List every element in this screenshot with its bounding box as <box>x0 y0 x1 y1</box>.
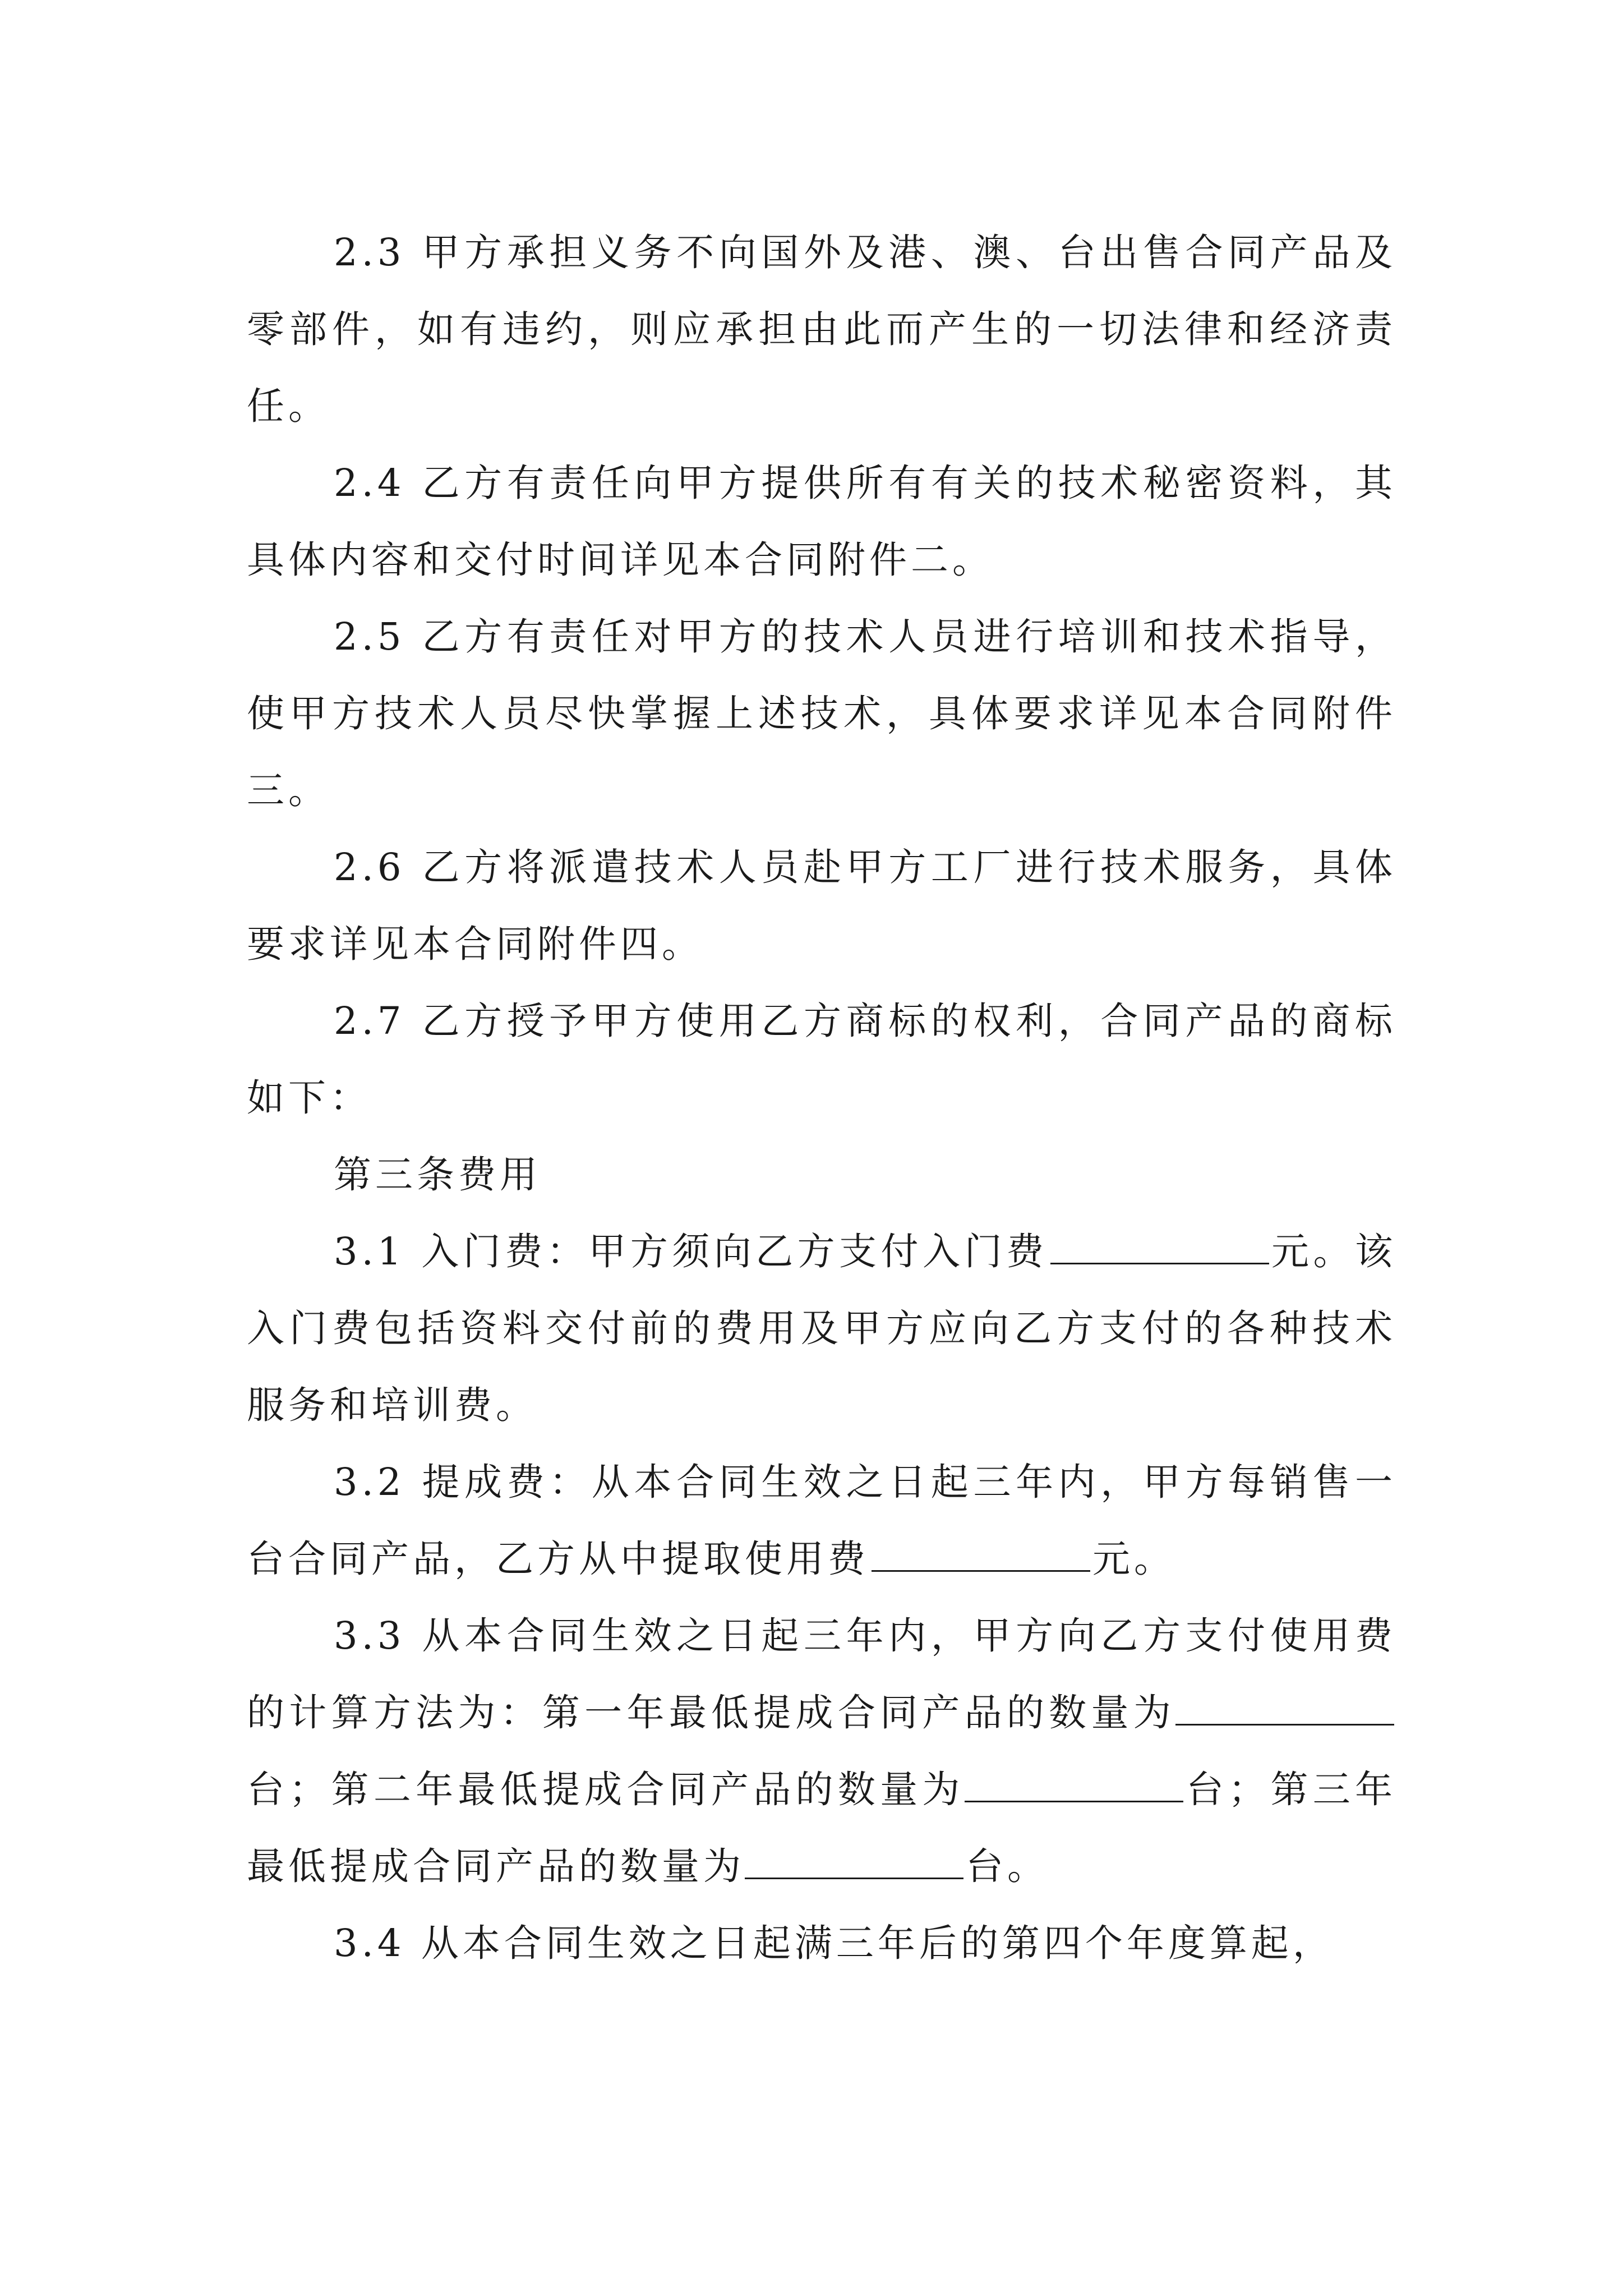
clause-2-5: 2.5 乙方有责任对甲方的技术人员进行培训和技术指导，使甲方技术人员尽快掌握上述技术，具体要求详见本合同附件三。 <box>247 615 1396 812</box>
clause-2-7: 2.7 乙方授予甲方使用乙方商标的权利，合同产品的商标如下： <box>247 999 1396 1120</box>
year-3-quantity-blank <box>745 1877 963 1879</box>
clause-2-6: 2.6 乙方将派遣技术人员赴甲方工厂进行技术服务，具体要求详见本合同附件四。 <box>247 845 1396 966</box>
clause-3-1 <box>247 1213 1396 1444</box>
clause-3-1-text-before: 3.1 入门费：甲方须向乙方支付入门费 <box>334 1230 1048 1273</box>
clause-3-2 <box>247 1444 1396 1598</box>
clause-2-4: 2.4 乙方有责任向甲方提供所有有关的技术秘密资料，其具体内容和交付时间详见本合同附件二。 <box>247 461 1396 582</box>
clause-3-3 <box>247 1598 1396 1905</box>
royalty-fee-blank <box>872 1570 1090 1572</box>
entrance-fee-blank <box>1050 1262 1269 1264</box>
clause-3-3-text-mid1: 台；第二年最低提成合同产品的数量为 <box>247 1768 965 1811</box>
year-1-quantity-blank <box>1175 1723 1394 1726</box>
clause-2-3: 2.3 甲方承担义务不向国外及港、澳、台出售合同产品及零部件，如有违约，则应承担由此而产生的一切法律和经济责任。 <box>247 231 1396 428</box>
clause-3-2-text-after: 元。 <box>1092 1537 1175 1581</box>
year-2-quantity-blank <box>965 1800 1183 1802</box>
clause-3-3-text-mid2: 台；第三年最低提成合同产品的数量为 <box>247 1768 1397 1888</box>
clause-3-3-text-after: 台。 <box>966 1844 1049 1888</box>
clause-3-2-text-before: 3.2 提成费：从本合同生效之日起三年内，甲方每销售一台合同产品，乙方从中提取使用费 <box>247 1460 1396 1581</box>
contract-body <box>247 214 1396 1982</box>
clause-3-4: 3.4 从本合同生效之日起满三年后的第四个年度算起， <box>334 1921 1334 1965</box>
clause-3-1-text-after: 元。该入门费包括资料交付前的费用及甲方应向乙方支付的各种技术服务和培训费。 <box>247 1230 1396 1427</box>
article-3-heading: 第三条费用 <box>334 1153 541 1197</box>
clause-3-3-text-before: 3.3 从本合同生效之日起三年内，甲方向乙方支付使用费的计算方法为：第一年最低提成合同产品的数量为 <box>247 1614 1396 1734</box>
